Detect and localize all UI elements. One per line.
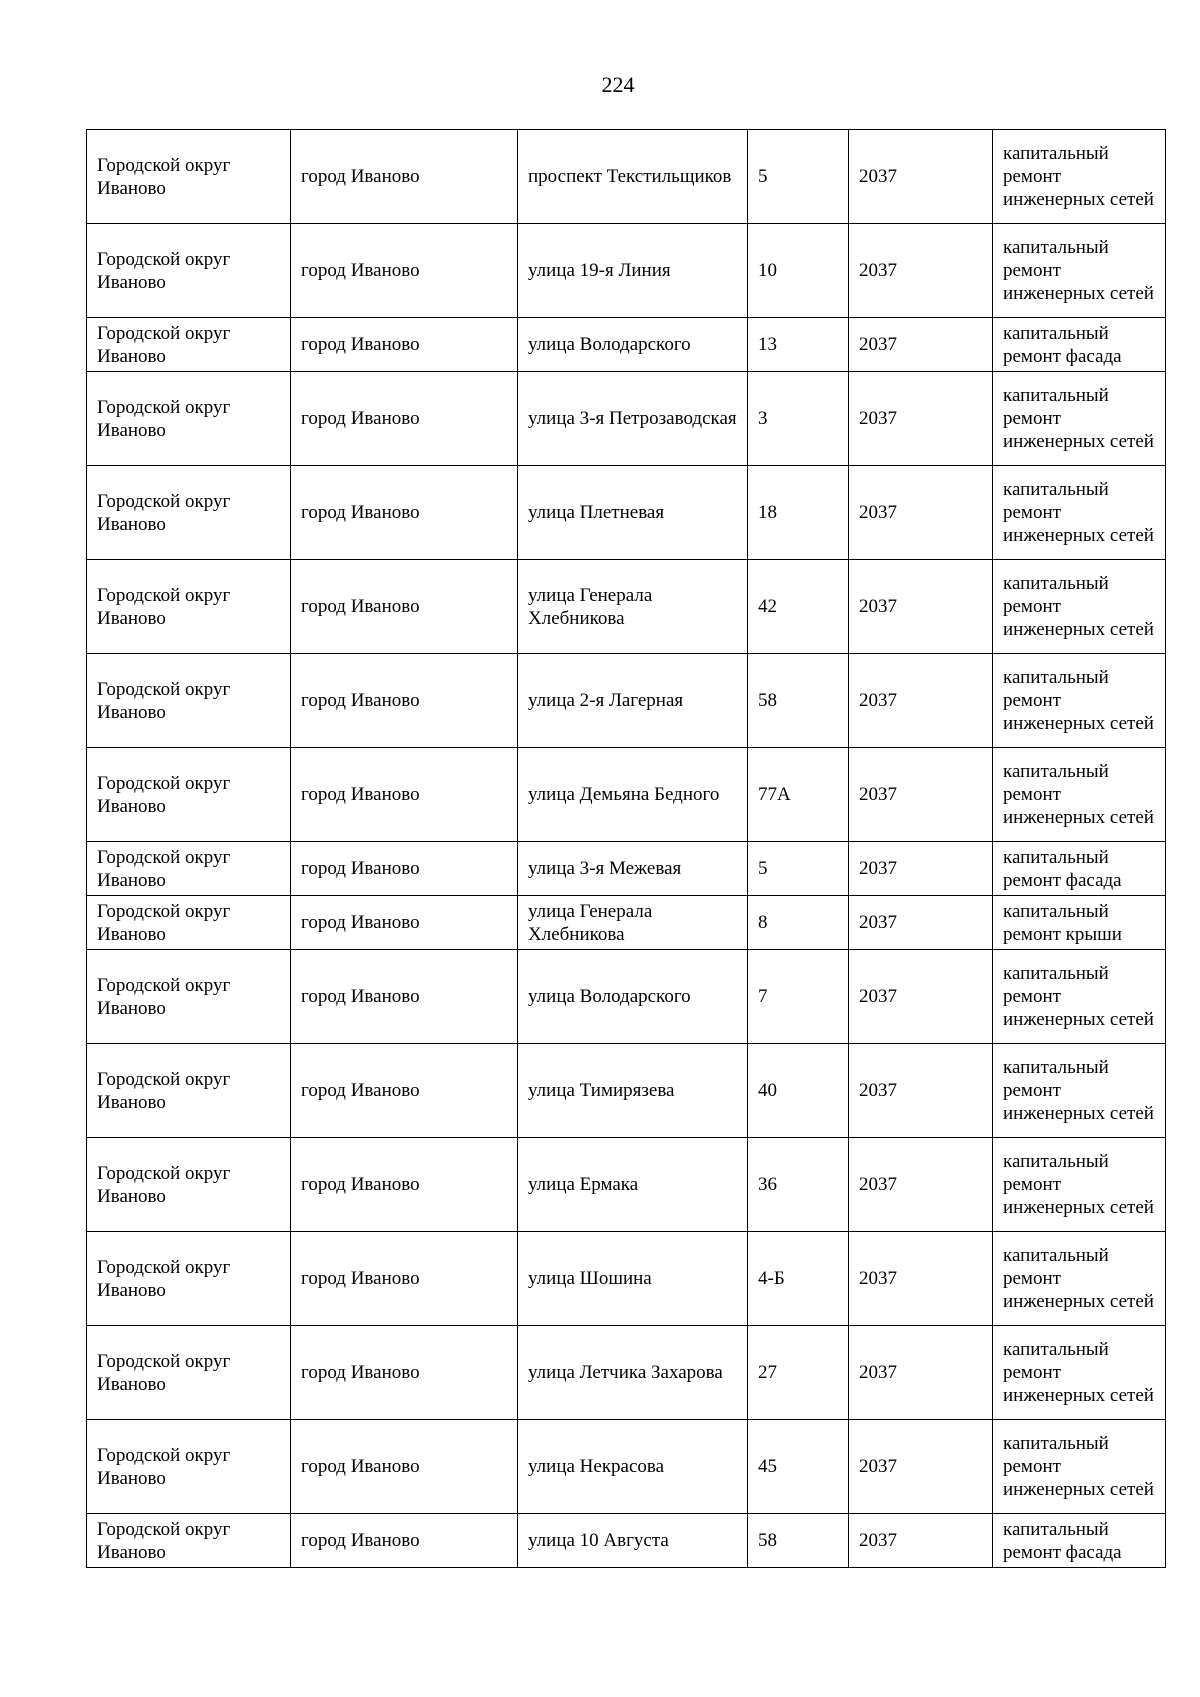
district-cell: Городской округ Иваново [87, 1326, 291, 1420]
street-cell: улица 10 Августа [518, 1514, 748, 1568]
work-type-cell: капитальный ремонт фасада [993, 842, 1166, 896]
year-cell: 2037 [849, 654, 993, 748]
city-cell: город Иваново [291, 372, 518, 466]
street-cell: улица Шошина [518, 1232, 748, 1326]
work-type-cell: капитальный ремонт инженерных сетей [993, 130, 1166, 224]
work-type-cell: капитальный ремонт инженерных сетей [993, 1326, 1166, 1420]
year-cell: 2037 [849, 896, 993, 950]
house-cell: 5 [748, 842, 849, 896]
city-cell: город Иваново [291, 1326, 518, 1420]
house-cell: 42 [748, 560, 849, 654]
street-cell: улица 19-я Линия [518, 224, 748, 318]
city-cell: город Иваново [291, 950, 518, 1044]
table-row [87, 748, 1166, 842]
table-row [87, 1326, 1166, 1420]
year-cell: 2037 [849, 1420, 993, 1514]
district-cell: Городской округ Иваново [87, 372, 291, 466]
year-cell: 2037 [849, 748, 993, 842]
work-type-cell: капитальный ремонт инженерных сетей [993, 950, 1166, 1044]
street-cell: улица 3-я Петрозаводская [518, 372, 748, 466]
district-cell: Городской округ Иваново [87, 748, 291, 842]
street-cell: улица Плетневая [518, 466, 748, 560]
table-row [87, 654, 1166, 748]
table-row [87, 1420, 1166, 1514]
street-cell: улица Володарского [518, 318, 748, 372]
district-cell: Городской округ Иваново [87, 1044, 291, 1138]
table-row [87, 560, 1166, 654]
house-cell: 4-Б [748, 1232, 849, 1326]
city-cell: город Иваново [291, 130, 518, 224]
district-cell: Городской округ Иваново [87, 654, 291, 748]
work-type-cell: капитальный ремонт инженерных сетей [993, 748, 1166, 842]
year-cell: 2037 [849, 318, 993, 372]
work-type-cell: капитальный ремонт фасада [993, 318, 1166, 372]
district-cell: Городской округ Иваново [87, 1514, 291, 1568]
house-cell: 58 [748, 1514, 849, 1568]
work-type-cell: капитальный ремонт инженерных сетей [993, 1232, 1166, 1326]
street-cell: улица Генерала Хлебникова [518, 560, 748, 654]
year-cell: 2037 [849, 130, 993, 224]
district-cell: Городской округ Иваново [87, 896, 291, 950]
house-cell: 77А [748, 748, 849, 842]
house-cell: 36 [748, 1138, 849, 1232]
table-row [87, 466, 1166, 560]
street-cell: улица Демьяна Бедного [518, 748, 748, 842]
year-cell: 2037 [849, 372, 993, 466]
district-cell: Городской округ Иваново [87, 466, 291, 560]
house-cell: 13 [748, 318, 849, 372]
work-type-cell: капитальный ремонт инженерных сетей [993, 372, 1166, 466]
work-type-cell: капитальный ремонт инженерных сетей [993, 1044, 1166, 1138]
work-type-cell: капитальный ремонт крыши [993, 896, 1166, 950]
city-cell: город Иваново [291, 654, 518, 748]
city-cell: город Иваново [291, 1044, 518, 1138]
work-type-cell: капитальный ремонт фасада [993, 1514, 1166, 1568]
table-row [87, 372, 1166, 466]
house-cell: 5 [748, 130, 849, 224]
year-cell: 2037 [849, 466, 993, 560]
year-cell: 2037 [849, 1138, 993, 1232]
city-cell: город Иваново [291, 896, 518, 950]
street-cell: улица Некрасова [518, 1420, 748, 1514]
year-cell: 2037 [849, 950, 993, 1044]
street-cell: улица Генерала Хлебникова [518, 896, 748, 950]
city-cell: город Иваново [291, 466, 518, 560]
district-cell: Городской округ Иваново [87, 842, 291, 896]
city-cell: город Иваново [291, 1514, 518, 1568]
table-row [87, 130, 1166, 224]
work-type-cell: капитальный ремонт инженерных сетей [993, 1420, 1166, 1514]
house-cell: 45 [748, 1420, 849, 1514]
street-cell: улица 2-я Лагерная [518, 654, 748, 748]
street-cell: улица Летчика Захарова [518, 1326, 748, 1420]
city-cell: город Иваново [291, 1138, 518, 1232]
table-row [87, 1514, 1166, 1568]
table-row [87, 318, 1166, 372]
district-cell: Городской округ Иваново [87, 1420, 291, 1514]
district-cell: Городской округ Иваново [87, 950, 291, 1044]
house-cell: 27 [748, 1326, 849, 1420]
work-type-cell: капитальный ремонт инженерных сетей [993, 560, 1166, 654]
street-cell: улица 3-я Межевая [518, 842, 748, 896]
table-row [87, 842, 1166, 896]
house-cell: 18 [748, 466, 849, 560]
house-cell: 40 [748, 1044, 849, 1138]
work-type-cell: капитальный ремонт инженерных сетей [993, 224, 1166, 318]
house-cell: 58 [748, 654, 849, 748]
year-cell: 2037 [849, 1044, 993, 1138]
city-cell: город Иваново [291, 842, 518, 896]
district-cell: Городской округ Иваново [87, 560, 291, 654]
district-cell: Городской округ Иваново [87, 130, 291, 224]
house-cell: 7 [748, 950, 849, 1044]
district-cell: Городской округ Иваново [87, 224, 291, 318]
year-cell: 2037 [849, 842, 993, 896]
repair-schedule-table [86, 129, 1166, 1568]
street-cell: улица Ермака [518, 1138, 748, 1232]
table-row [87, 1044, 1166, 1138]
house-cell: 10 [748, 224, 849, 318]
table-row [87, 224, 1166, 318]
district-cell: Городской округ Иваново [87, 1232, 291, 1326]
table-row [87, 950, 1166, 1044]
work-type-cell: капитальный ремонт инженерных сетей [993, 466, 1166, 560]
year-cell: 2037 [849, 560, 993, 654]
street-cell: улица Володарского [518, 950, 748, 1044]
street-cell: проспект Текстильщиков [518, 130, 748, 224]
table-row [87, 1138, 1166, 1232]
city-cell: город Иваново [291, 224, 518, 318]
house-cell: 3 [748, 372, 849, 466]
work-type-cell: капитальный ремонт инженерных сетей [993, 654, 1166, 748]
page-number: 224 [601, 72, 635, 97]
year-cell: 2037 [849, 224, 993, 318]
house-cell: 8 [748, 896, 849, 950]
district-cell: Городской округ Иваново [87, 1138, 291, 1232]
work-type-cell: капитальный ремонт инженерных сетей [993, 1138, 1166, 1232]
city-cell: город Иваново [291, 748, 518, 842]
city-cell: город Иваново [291, 1232, 518, 1326]
table-row [87, 1232, 1166, 1326]
street-cell: улица Тимирязева [518, 1044, 748, 1138]
city-cell: город Иваново [291, 1420, 518, 1514]
year-cell: 2037 [849, 1326, 993, 1420]
table-row [87, 896, 1166, 950]
district-cell: Городской округ Иваново [87, 318, 291, 372]
year-cell: 2037 [849, 1232, 993, 1326]
city-cell: город Иваново [291, 560, 518, 654]
city-cell: город Иваново [291, 318, 518, 372]
year-cell: 2037 [849, 1514, 993, 1568]
